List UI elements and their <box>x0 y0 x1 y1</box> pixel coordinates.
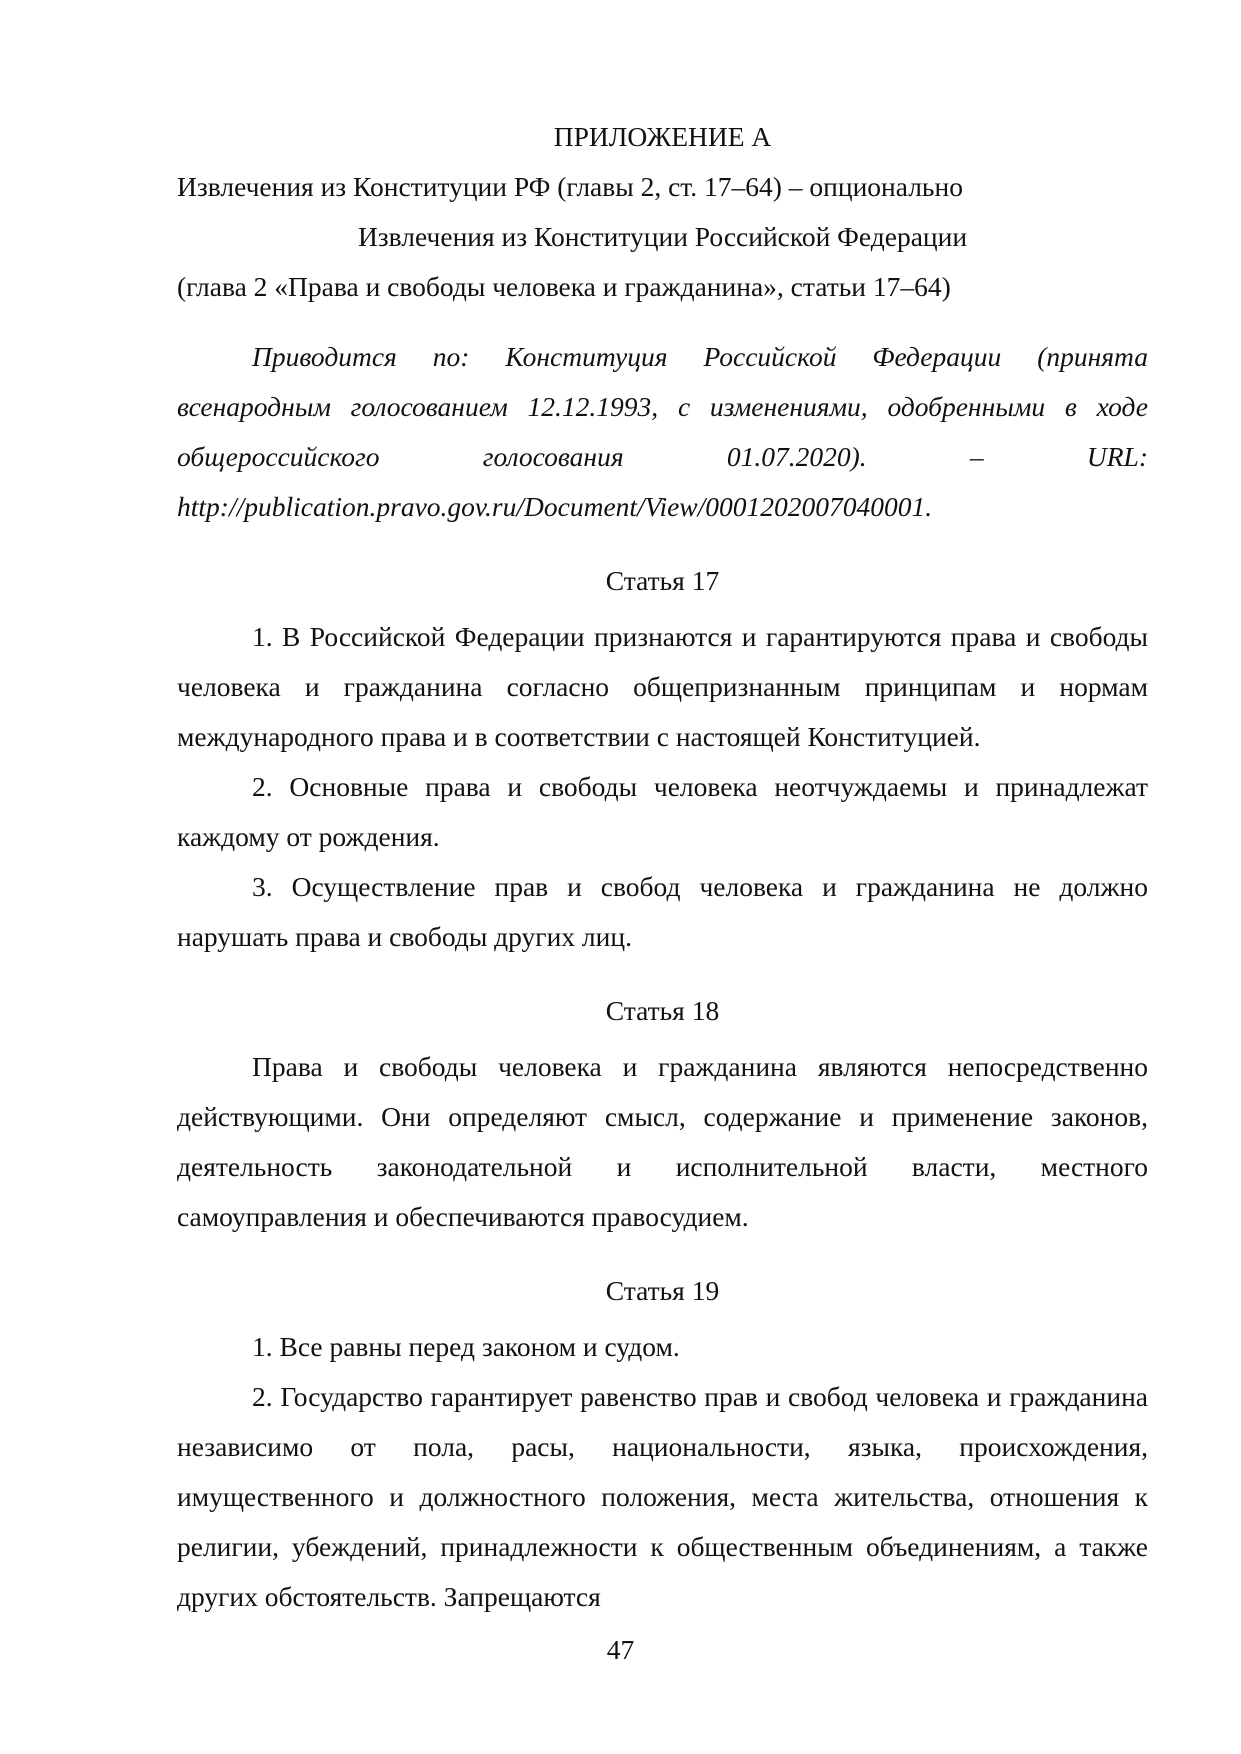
source-note-text: Приводится по: Конституция Российской Федерации (принята всенародным голосованием 12.12.1993, с изменениями, одобренными в ходе общероссийского голосования 01.07.2020). – URL: <box>177 341 1148 472</box>
article-paragraph: 2. Основные права и свободы человека неотчуждаемы и принадлежат каждому от рождения. <box>177 771 1148 852</box>
extract-line: Извлечения из Конституции РФ (главы 2, ст. 17–64) – опционально <box>177 171 963 202</box>
document-title: Извлечения из Конституции Российской Федерации <box>357 221 968 252</box>
page-content <box>177 112 1148 1622</box>
document-subtitle: (глава 2 «Права и свободы человека и гражданина», статьи 17–64) <box>177 271 951 302</box>
article-heading: Статья 17 <box>605 565 720 596</box>
article-paragraph: Права и свободы человека и гражданина являются непосредственно действующими. Они определяют смысл, содержание и применение законов, деятельность законодательной и исполнительной власти, местного самоуправления и обеспечиваются правосудием. <box>177 1051 1148 1232</box>
article-heading: Статья 18 <box>605 995 720 1026</box>
article-18 <box>177 986 1148 1242</box>
article-paragraph: 3. Осуществление прав и свобод человека и гражданина не должно нарушать права и свободы других лиц. <box>177 871 1148 952</box>
article-paragraph: 1. В Российской Федерации признаются и гарантируются права и свободы человека и гражданина согласно общепризнанным принципам и нормам международного права и в соответствии с настоящей Конституцией. <box>177 621 1148 752</box>
article-17 <box>177 556 1148 962</box>
article-19 <box>177 1266 1148 1622</box>
article-heading: Статья 19 <box>605 1275 720 1306</box>
source-url[interactable]: http://publication.pravo.gov.ru/Document/View/0001202007040001 <box>177 491 926 522</box>
article-paragraph: 2. Государство гарантирует равенство прав и свобод человека и гражданина независимо от пола, расы, национальности, языка, происхождения, имущественного и должностного положения, места жительства, отношения к религии, убеждений, принадлежности к общественным объединениям, а также других обстоятельств. Запрещаются <box>177 1381 1148 1612</box>
source-note-end: . <box>925 491 933 522</box>
page-number: 47 <box>606 1634 635 1665</box>
article-paragraph: 1. Все равны перед законом и судом. <box>252 1331 680 1362</box>
source-note <box>177 332 1148 532</box>
appendix-label: ПРИЛОЖЕНИЕ А <box>553 121 772 152</box>
